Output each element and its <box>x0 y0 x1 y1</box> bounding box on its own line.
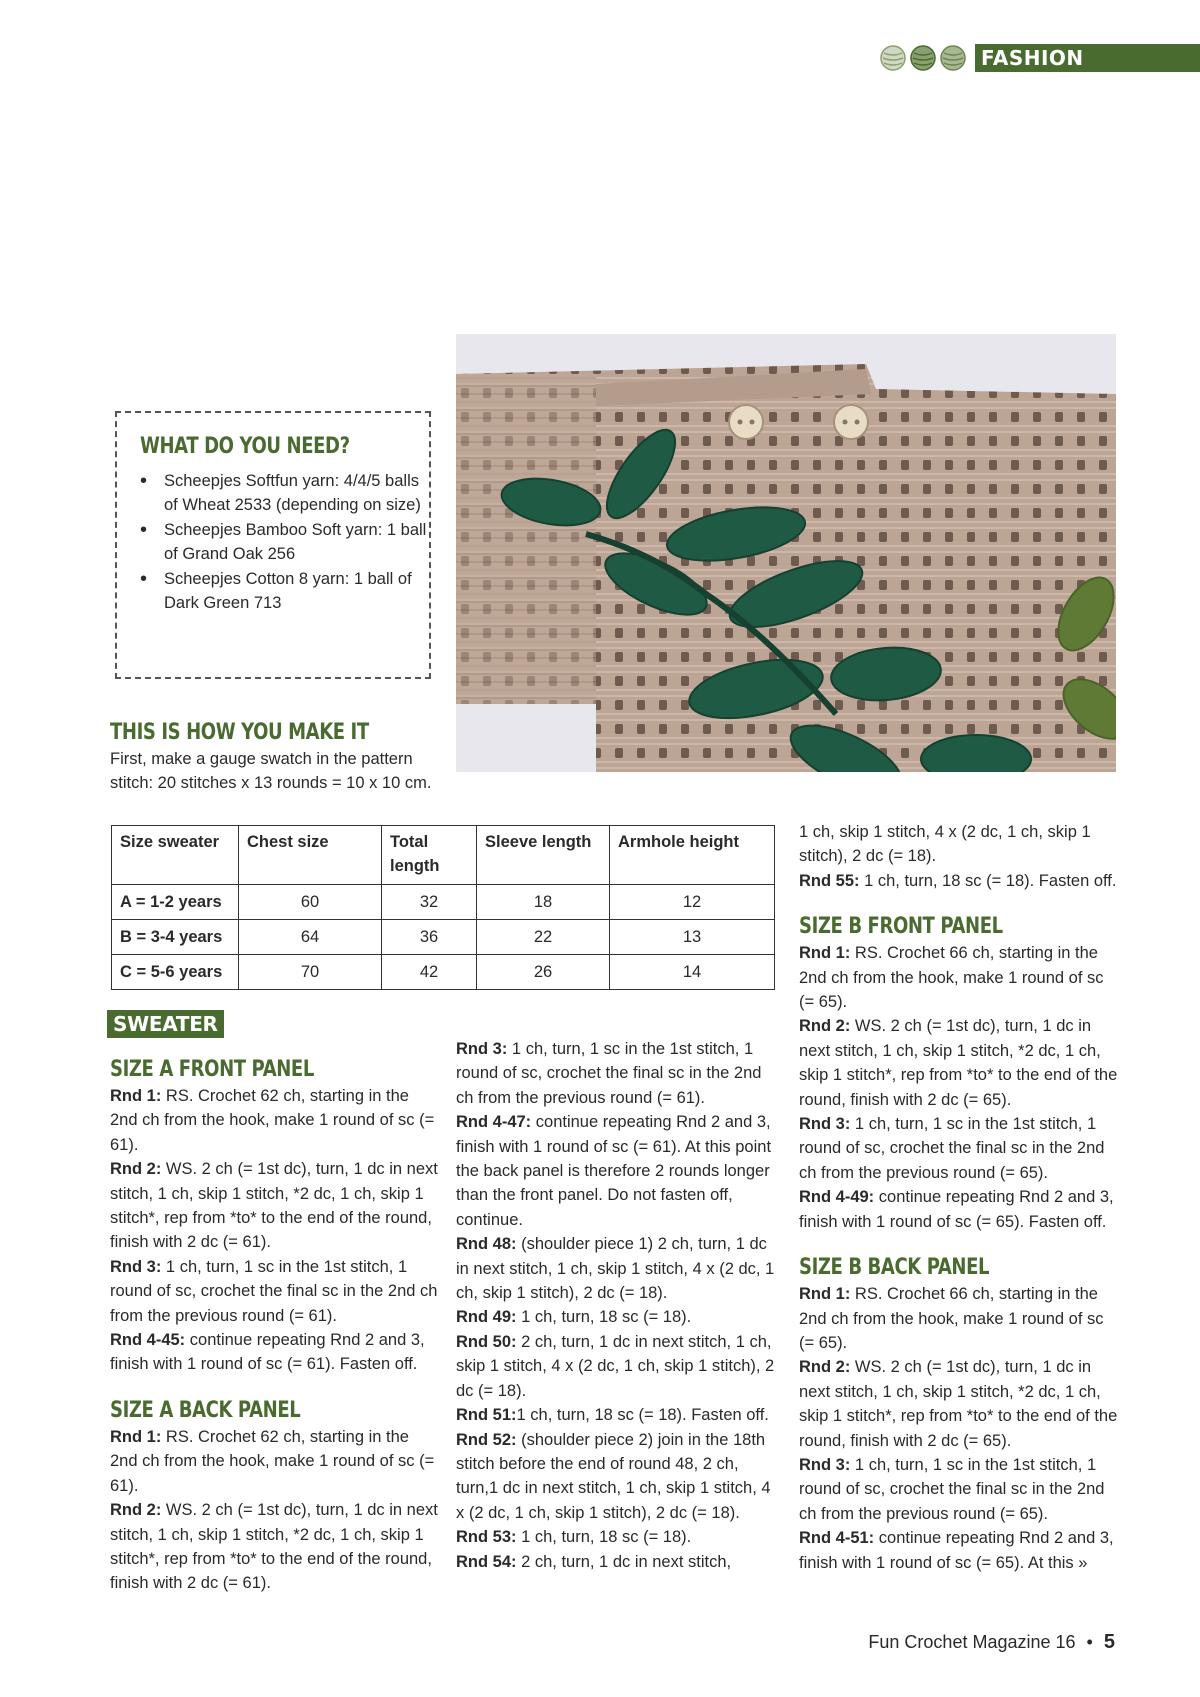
table-cell: 36 <box>382 920 477 955</box>
row-label: Rnd 4-51: <box>799 1529 875 1548</box>
pattern-row <box>799 1526 1121 1575</box>
table-cell: A = 1-2 years <box>112 885 239 920</box>
table-cell: 64 <box>239 920 382 955</box>
pattern-row <box>456 1428 778 1526</box>
pattern-row <box>456 1037 778 1110</box>
pattern-row <box>456 1403 778 1427</box>
row-label: Rnd 2: <box>110 1160 162 1179</box>
row-text: 1 ch, turn, 1 sc in the 1st stitch, 1 round of sc, crochet the final sc in the 2nd ch from the previous round (= 65). <box>799 1115 1105 1182</box>
row-text: RS. Crochet 66 ch, starting in the 2nd ch from the hook, make 1 round of sc (= 65). <box>799 1285 1104 1352</box>
row-label: Rnd 49: <box>456 1308 517 1327</box>
row-text: WS. 2 ch (= 1st dc), turn, 1 dc in next stitch, 1 ch, skip 1 stitch, *2 dc, 1 ch, skip 1 stitch*, rep from *to* to the end of the round, finish with 2 dc (= 65). <box>799 1017 1118 1109</box>
section-heading: SIZE A FRONT PANEL <box>110 1057 314 1082</box>
row-label: Rnd 4-47: <box>456 1113 532 1132</box>
materials-item: • Scheepjes Softfun yarn: 4/4/5 balls of Wheat 2533 (depending on size) <box>140 469 430 518</box>
materials-title: WHAT DO YOU NEED? <box>140 434 350 459</box>
table-cell: 14 <box>610 955 775 990</box>
row-label: Rnd 1: <box>799 1285 851 1304</box>
table-cell: C = 5-6 years <box>112 955 239 990</box>
row-text: continue repeating Rnd 2 and 3, finish with 1 round of sc (= 65). At this » <box>799 1529 1114 1572</box>
table-cell: 60 <box>239 885 382 920</box>
pattern-row <box>110 1157 440 1255</box>
row-text: continue repeating Rnd 2 and 3, finish with 1 round of sc (= 61). At this point the back panel is therefore 2 rounds longer than the front panel. Do not fasten off, continue. <box>456 1113 772 1229</box>
section-tag: FASHION <box>975 44 1200 72</box>
row-label: Rnd 2: <box>110 1501 162 1520</box>
gauge-text: First, make a gauge swatch in the pattern stitch: 20 stitches x 13 rounds = 10 x 10 cm. <box>110 750 432 793</box>
table-cell: 70 <box>239 955 382 990</box>
pattern-row <box>456 1305 778 1329</box>
page-footer <box>868 1631 1115 1654</box>
instructions-title: THIS IS HOW YOU MAKE IT <box>110 720 369 745</box>
row-text: (shoulder piece 2) join in the 18th stitch before the end of round 48, 2 ch, turn,1 dc in next stitch, 1 ch, skip 1 stitch, 4 x (2 dc, 1 ch, skip 1 stitch), 2 dc (= 18). <box>456 1430 771 1522</box>
row-text: RS. Crochet 62 ch, starting in the 2nd ch from the hook, make 1 round of sc (= 61). <box>110 1427 435 1495</box>
pattern-row <box>799 941 1121 1014</box>
row-label: Rnd 1: <box>110 1087 162 1105</box>
row-label: Rnd 51: <box>456 1406 517 1425</box>
row-label: Rnd 55: <box>799 871 860 890</box>
pattern-row <box>799 820 1121 869</box>
pattern-row <box>456 1330 778 1403</box>
magazine-name: Fun Crochet Magazine 16 <box>868 1632 1076 1652</box>
row-label: Rnd 4-45: <box>110 1331 186 1350</box>
table-row <box>112 920 775 955</box>
table-row <box>112 955 775 990</box>
row-label: Rnd 50: <box>456 1332 517 1351</box>
row-label: Rnd 3: <box>456 1040 508 1058</box>
row-text: continue repeating Rnd 2 and 3, finish with 1 round of sc (= 65). Fasten off. <box>799 1188 1114 1231</box>
pattern-row <box>799 1355 1121 1453</box>
table-header: Total length <box>382 826 477 885</box>
row-text: 1 ch, turn, 18 sc (= 18). <box>516 1308 692 1327</box>
table-row <box>112 885 775 920</box>
row-text: 1 ch, skip 1 stitch, 4 x (2 dc, 1 ch, skip 1 stitch), 2 dc (= 18). <box>799 823 1091 866</box>
row-label: Rnd 4-49: <box>799 1188 875 1207</box>
pattern-row <box>456 1525 778 1549</box>
row-label: Rnd 1: <box>799 944 851 963</box>
materials-item: • Scheepjes Cotton 8 yarn: 1 ball of Dark Green 713 <box>140 567 430 616</box>
pattern-row <box>110 1328 440 1377</box>
section-heading: SIZE B BACK PANEL <box>799 1255 990 1281</box>
middle-column <box>456 1037 778 1574</box>
row-text: 2 ch, turn, 1 dc in next stitch, <box>516 1552 732 1571</box>
pattern-row <box>799 1453 1121 1526</box>
row-label: Rnd 3: <box>110 1257 162 1276</box>
page-number: 5 <box>1103 1631 1115 1653</box>
row-text: 1 ch, turn, 1 sc in the 1st stitch, 1 round of sc, crochet the final sc in the 2nd ch from the previous round (= 61). <box>456 1040 762 1107</box>
row-label: Rnd 3: <box>799 1455 851 1474</box>
row-text: 1 ch, turn, 18 sc (= 18). Fasten off. <box>516 1406 769 1425</box>
pattern-row <box>799 1112 1121 1185</box>
table-cell: B = 3-4 years <box>112 920 239 955</box>
row-label: Rnd 53: <box>456 1528 517 1547</box>
row-label: Rnd 2: <box>799 1017 851 1036</box>
row-text: RS. Crochet 66 ch, starting in the 2nd ch from the hook, make 1 round of sc (= 65). <box>799 944 1104 1012</box>
materials-list <box>140 469 430 615</box>
row-text: WS. 2 ch (= 1st dc), turn, 1 dc in next stitch, 1 ch, skip 1 stitch, *2 dc, 1 ch, skip 1 stitch*, rep from *to* to the end of the round, finish with 2 dc (= 65). <box>799 1358 1118 1450</box>
row-text: WS. 2 ch (= 1st dc), turn, 1 dc in next stitch, 1 ch, skip 1 stitch, *2 dc, 1 ch, skip 1 stitch*, rep from *to* to the end of the round, finish with 2 dc (= 61). <box>110 1501 438 1593</box>
row-text: continue repeating Rnd 2 and 3, finish with 1 round of sc (= 61). Fasten off. <box>110 1331 425 1374</box>
row-label: Rnd 3: <box>799 1115 851 1134</box>
pattern-row <box>110 1425 440 1498</box>
row-label: Rnd 52: <box>456 1430 517 1449</box>
sweater-photo <box>456 334 1116 772</box>
pattern-row <box>799 1185 1121 1234</box>
table-header: Armhole height <box>610 826 775 885</box>
sweater-tag: SWEATER <box>107 1010 224 1038</box>
left-column <box>110 1056 440 1596</box>
row-label: Rnd 1: <box>110 1427 162 1446</box>
row-label: Rnd 2: <box>799 1358 851 1377</box>
table-header: Chest size <box>239 826 382 885</box>
pattern-row <box>799 1282 1121 1355</box>
pattern-row <box>456 1232 778 1305</box>
row-label: Rnd 48: <box>456 1235 517 1254</box>
table-header: Size sweater <box>112 826 239 885</box>
pattern-row <box>110 1255 440 1328</box>
table-cell: 18 <box>477 885 610 920</box>
pattern-row <box>110 1498 440 1596</box>
materials-item: • Scheepjes Bamboo Soft yarn: 1 ball of Grand Oak 256 <box>140 518 430 567</box>
table-cell: 32 <box>382 885 477 920</box>
section-heading: SIZE A BACK PANEL <box>110 1397 301 1423</box>
pattern-row <box>799 869 1121 893</box>
pattern-row <box>110 1084 440 1157</box>
pattern-row <box>799 1014 1121 1112</box>
row-text: RS. Crochet 62 ch, starting in the 2nd ch from the hook, make 1 round of sc (= 61). <box>110 1087 435 1154</box>
table-cell: 22 <box>477 920 610 955</box>
row-text: 2 ch, turn, 1 dc in next stitch, 1 ch, skip 1 stitch, 4 x (2 dc, 1 ch, skip 1 stitch), 2 dc (= 18). <box>456 1332 775 1400</box>
row-label: Rnd 54: <box>456 1552 517 1571</box>
yarn-balls-icon <box>878 43 970 73</box>
pattern-row <box>456 1110 778 1232</box>
table-header-row <box>112 826 775 885</box>
footer-separator: • <box>1086 1632 1093 1652</box>
table-cell: 26 <box>477 955 610 990</box>
size-table <box>111 825 775 990</box>
row-text: 1 ch, turn, 1 sc in the 1st stitch, 1 round of sc, crochet the final sc in the 2nd ch from the previous round (= 61). <box>110 1257 438 1325</box>
row-text: 1 ch, turn, 1 sc in the 1st stitch, 1 round of sc, crochet the final sc in the 2nd ch from the previous round (= 65). <box>799 1455 1105 1523</box>
section-heading: SIZE B FRONT PANEL <box>799 914 1003 940</box>
pattern-row <box>456 1550 778 1574</box>
row-text: 1 ch, turn, 18 sc (= 18). Fasten off. <box>859 871 1117 890</box>
table-header: Sleeve length <box>477 826 610 885</box>
right-column <box>799 820 1121 1575</box>
row-text: 1 ch, turn, 18 sc (= 18). <box>516 1528 692 1547</box>
row-text: WS. 2 ch (= 1st dc), turn, 1 dc in next stitch, 1 ch, skip 1 stitch, *2 dc, 1 ch, skip 1 stitch*, rep from *to* to the end of the round, finish with 2 dc (= 61). <box>110 1160 438 1252</box>
row-text: (shoulder piece 1) 2 ch, turn, 1 dc in next stitch, 1 ch, skip 1 stitch, 4 x (2 dc, 1 ch, skip 1 stitch), 2 dc (= 18). <box>456 1235 775 1303</box>
table-cell: 13 <box>610 920 775 955</box>
table-cell: 42 <box>382 955 477 990</box>
table-cell: 12 <box>610 885 775 920</box>
